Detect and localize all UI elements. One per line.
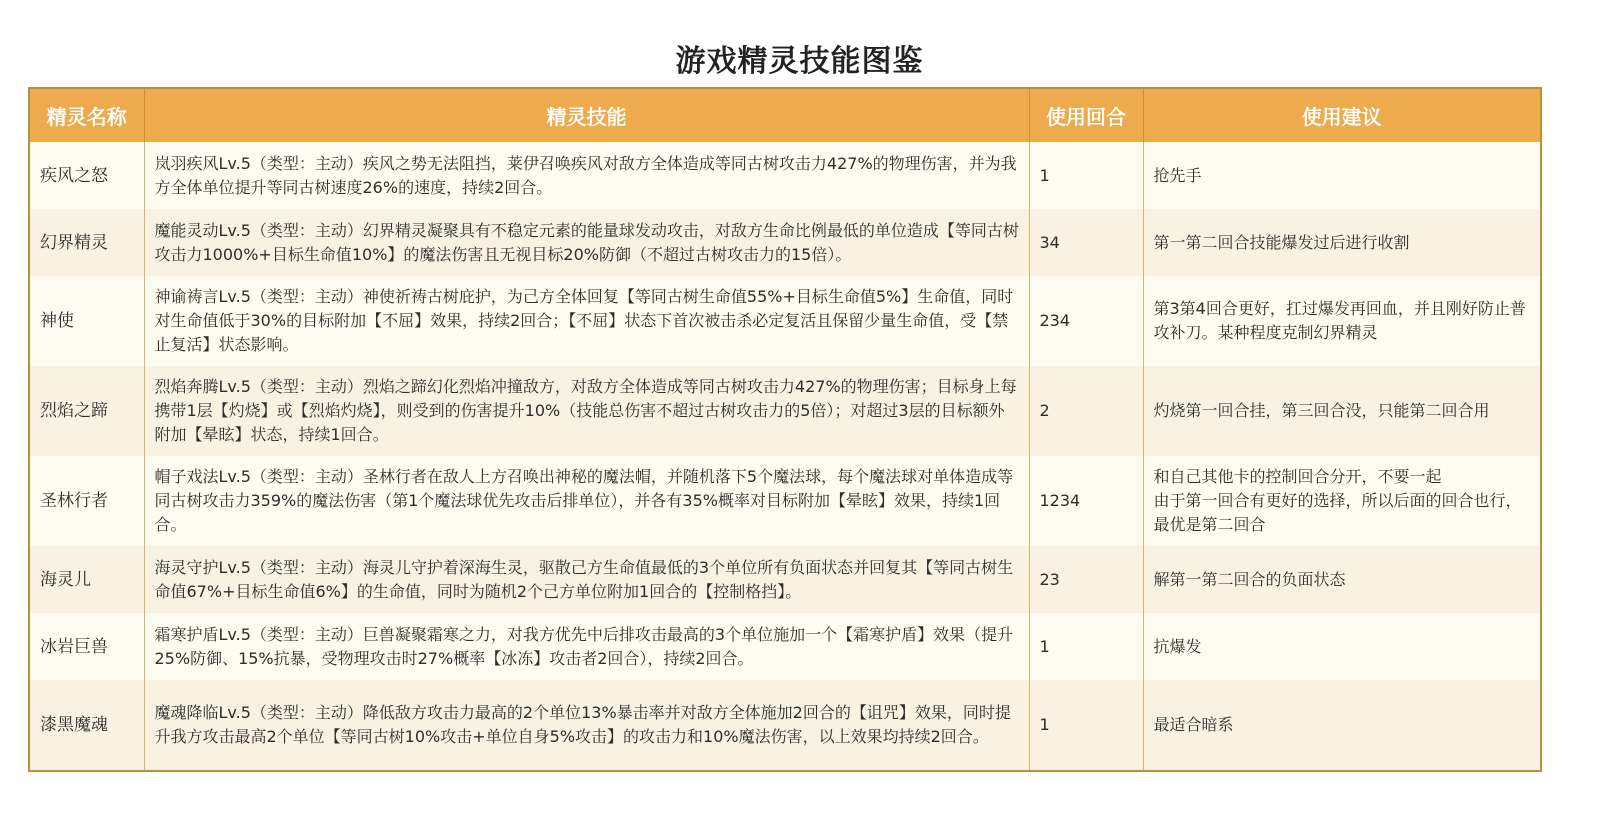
use-advice: 抢先手 — [1143, 142, 1540, 209]
header-use-round: 使用回合 — [1029, 89, 1143, 142]
use-round: 1 — [1029, 142, 1143, 209]
sprite-skill: 魔能灵动Lv.5（类型：主动）幻界精灵凝聚具有不稳定元素的能量球发动攻击，对敌方生命比例最低的单位造成【等同古树攻击力1000%+目标生命值10%】的魔法伤害且无视目标20%防御（不超过古树攻击力的15倍）。 — [144, 209, 1029, 276]
header-sprite-skill: 精灵技能 — [144, 89, 1029, 142]
table-row — [30, 456, 1540, 546]
use-round: 23 — [1029, 546, 1143, 613]
sprite-skill: 神谕祷言Lv.5（类型：主动）神使祈祷古树庇护，为己方全体回复【等同古树生命值55%+目标生命值5%】生命值，同时对生命值低于30%的目标附加【不屈】效果，持续2回合；【不屈】状态下首次被击杀必定复活且保留少量生命值，受【禁止复活】状态影响。 — [144, 276, 1029, 366]
use-round: 1 — [1029, 680, 1143, 770]
sprite-name: 冰岩巨兽 — [30, 613, 144, 680]
page-title: 游戏精灵技能图鉴 — [675, 44, 924, 79]
sprite-name: 幻界精灵 — [30, 209, 144, 276]
table-row — [30, 276, 1540, 366]
table-row — [30, 680, 1540, 770]
use-round: 1 — [1029, 613, 1143, 680]
sprite-name: 圣林行者 — [30, 456, 144, 546]
use-advice: 第3第4回合更好，扛过爆发再回血，并且刚好防止普攻补刀。某种程度克制幻界精灵 — [1143, 276, 1540, 366]
skill-table-container — [28, 87, 1542, 772]
sprite-skill: 霜寒护盾Lv.5（类型：主动）巨兽凝聚霜寒之力，对我方优先中后排攻击最高的3个单位施加一个【霜寒护盾】效果（提升25%防御、15%抗暴，受物理攻击时27%概率【冰冻】攻击者2回合），持续2回合。 — [144, 613, 1029, 680]
use-advice: 最适合暗系 — [1143, 680, 1540, 770]
table-row — [30, 613, 1540, 680]
sprite-name: 神使 — [30, 276, 144, 366]
table-row — [30, 546, 1540, 613]
sprite-skill: 烈焰奔腾Lv.5（类型：主动）烈焰之蹄幻化烈焰冲撞敌方，对敌方全体造成等同古树攻击力427%的物理伤害；目标身上每携带1层【灼烧】或【烈焰灼烧】，则受到的伤害提升10%（技能总伤害不超过古树攻击力的5倍）；对超过3层的目标额外附加【晕眩】状态，持续1回合。 — [144, 366, 1029, 456]
table-row — [30, 142, 1540, 209]
sprite-name: 海灵儿 — [30, 546, 144, 613]
table-header-row — [30, 89, 1540, 142]
table-row — [30, 209, 1540, 276]
use-round: 34 — [1029, 209, 1143, 276]
header-sprite-name: 精灵名称 — [30, 89, 144, 142]
sprite-name: 烈焰之蹄 — [30, 366, 144, 456]
use-advice: 灼烧第一回合挂，第三回合没，只能第二回合用 — [1143, 366, 1540, 456]
use-advice: 第一第二回合技能爆发过后进行收割 — [1143, 209, 1540, 276]
sprite-skill: 魔魂降临Lv.5（类型：主动）降低敌方攻击力最高的2个单位13%暴击率并对敌方全体施加2回合的【诅咒】效果，同时提升我方攻击最高2个单位【等同古树10%攻击+单位自身5%攻击】的攻击力和10%魔法伤害，以上效果均持续2回合。 — [144, 680, 1029, 770]
sprite-name: 疾风之怒 — [30, 142, 144, 209]
header-use-advice: 使用建议 — [1143, 89, 1540, 142]
use-round: 1234 — [1029, 456, 1143, 546]
use-advice: 解第一第二回合的负面状态 — [1143, 546, 1540, 613]
table-row — [30, 366, 1540, 456]
skill-table — [30, 89, 1540, 770]
sprite-name: 漆黑魔魂 — [30, 680, 144, 770]
use-advice: 和自己其他卡的控制回合分开，不要一起 由于第一回合有更好的选择，所以后面的回合也行，最优是第二回合 — [1143, 456, 1540, 546]
sprite-skill: 岚羽疾风Lv.5（类型：主动）疾风之势无法阻挡，莱伊召唤疾风对敌方全体造成等同古树攻击力427%的物理伤害，并为我方全体单位提升等同古树速度26%的速度，持续2回合。 — [144, 142, 1029, 209]
use-advice: 抗爆发 — [1143, 613, 1540, 680]
sprite-skill: 帽子戏法Lv.5（类型：主动）圣林行者在敌人上方召唤出神秘的魔法帽，并随机落下5个魔法球，每个魔法球对单体造成等同古树攻击力359%的魔法伤害（第1个魔法球优先攻击后排单位），并各有35%概率对目标附加【晕眩】效果，持续1回合。 — [144, 456, 1029, 546]
use-round: 2 — [1029, 366, 1143, 456]
sprite-skill: 海灵守护Lv.5（类型：主动）海灵儿守护着深海生灵，驱散己方生命值最低的3个单位所有负面状态并回复其【等同古树生命值67%+目标生命值6%】的生命值，同时为随机2个己方单位附加1回合的【控制格挡】。 — [144, 546, 1029, 613]
use-round: 234 — [1029, 276, 1143, 366]
